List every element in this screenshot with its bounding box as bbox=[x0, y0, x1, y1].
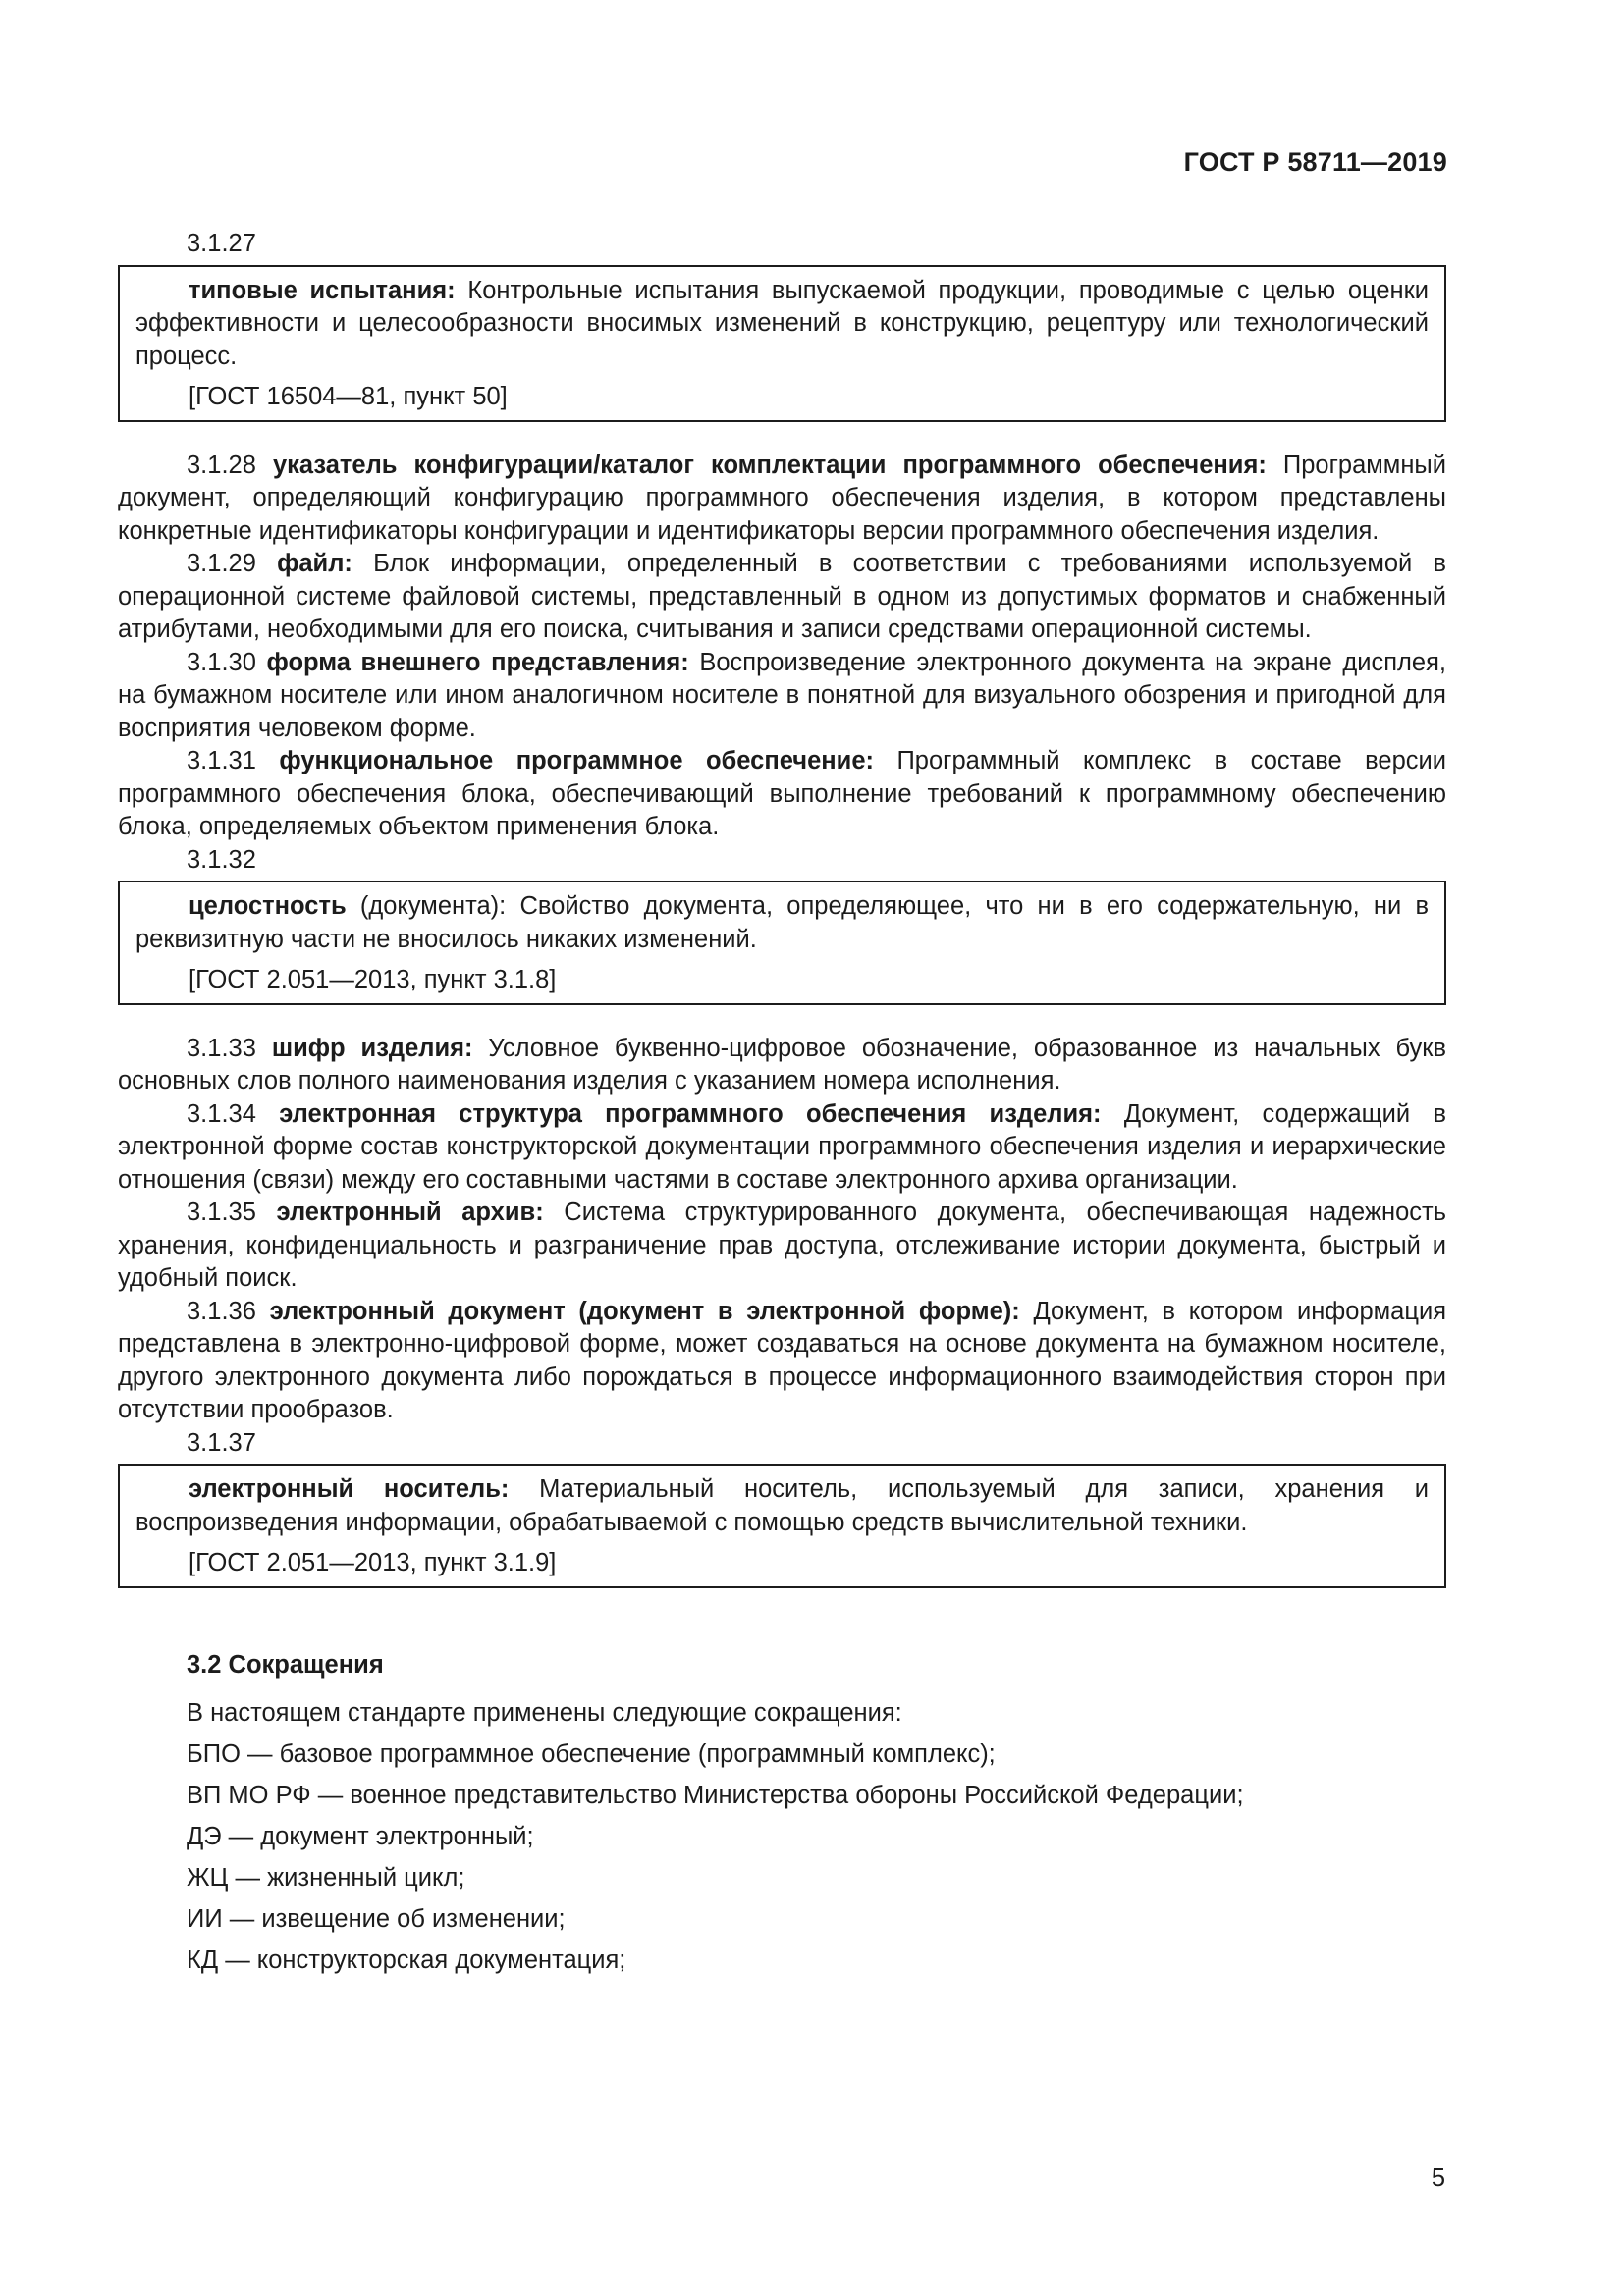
section-title-3-2: 3.2 Сокращения bbox=[187, 1650, 384, 1679]
term-number: 3.1.29 bbox=[187, 550, 278, 577]
term-3-1-36 bbox=[118, 1296, 1446, 1427]
term-number: 3.1.34 bbox=[187, 1099, 280, 1128]
term-definition-3-1-37 bbox=[135, 1473, 1429, 1539]
term-3-1-34 bbox=[118, 1098, 1446, 1198]
term-name: электронный носитель: bbox=[189, 1475, 510, 1503]
term-number: 3.1.28 bbox=[187, 451, 273, 479]
page-content bbox=[118, 228, 1446, 1986]
term-text: Документ, в котором информация представлена в электронно-цифровой форме, может создаваться на основе документа на бумажном носителе, другого электронного документа либо порождаться в процессе информационного взаимодействия сторон при отсутствии прообразов. bbox=[118, 1297, 1447, 1423]
term-name: указатель конфигурации/каталог комплектации программного обеспечения: bbox=[272, 451, 1267, 479]
term-text: Документ, содержащий в электронной форме состав конструкторской документации программного обеспечения изделия и иерархические отношения (связи) между его составными частями в составе электронного архива организации. bbox=[118, 1099, 1446, 1194]
abbreviation-item: ИИ — извещение об изменении; bbox=[187, 1905, 566, 1933]
term-text: Система структурированного документа, обеспечивающая надежность хранения, конфиденциальность и разграничение прав доступа, отслеживание истории документа, быстрый и удобный поиск. bbox=[118, 1199, 1446, 1292]
term-name: электронный документ (документ в электронной форме): bbox=[269, 1297, 1020, 1325]
standard-code: ГОСТ Р 58711—2019 bbox=[1183, 147, 1447, 177]
term-3-1-30 bbox=[118, 647, 1446, 746]
term-text: Условное буквенно-цифровое обозначение, образованное из начальных букв основных слов полного наименования изделия с указанием номера исполнения. bbox=[118, 1034, 1447, 1095]
term-3-1-29 bbox=[118, 548, 1446, 647]
term-text: Материальный носитель, используемый для записи, хранения и воспроизведения информации, обрабатываемой с помощью средств вычислительной техники. bbox=[135, 1475, 1429, 1536]
term-name: файл: bbox=[277, 550, 352, 577]
abbreviation-item: КД — конструкторская документация; bbox=[187, 1947, 626, 1974]
quoted-term-box-3-1-27 bbox=[118, 265, 1446, 422]
term-number-3-1-37: 3.1.37 bbox=[187, 1428, 256, 1457]
term-text: Программный комплекс в составе версии программного обеспечения блока, обеспечивающий выполнение требований к программному обеспечению блока, определяемых объектом применения блока. bbox=[118, 747, 1446, 840]
term-source-3-1-27: [ГОСТ 16504—81, пункт 50] bbox=[189, 383, 508, 410]
term-text: Контрольные испытания выпускаемой продукции, проводимые с целью оценки эффективности и целесообразности вносимых изменений в конструкцию, рецептуру или технологический процесс. bbox=[135, 276, 1429, 370]
term-definition-3-1-27 bbox=[135, 275, 1429, 374]
quoted-term-box-3-1-37 bbox=[118, 1464, 1446, 1588]
term-name: шифр изделия: bbox=[271, 1034, 473, 1062]
term-source-3-1-32: [ГОСТ 2.051—2013, пункт 3.1.8] bbox=[189, 966, 557, 993]
abbreviation-item: БПО — базовое программное обеспечение (программный комплекс); bbox=[187, 1740, 996, 1768]
abbreviations-intro: В настоящем стандарте применены следующие сокращения: bbox=[187, 1699, 902, 1727]
term-number: 3.1.33 bbox=[187, 1034, 272, 1062]
term-3-1-35 bbox=[118, 1197, 1446, 1296]
term-text: Программный документ, определяющий конфигурацию программного обеспечения изделия, в котором представлены конкретные идентификаторы конфигурации и идентификаторы версии программного обеспечения изделия. bbox=[118, 451, 1446, 545]
term-name: электронная структура программного обеспечения изделия: bbox=[279, 1099, 1102, 1128]
quoted-term-box-3-1-32 bbox=[118, 881, 1446, 1005]
term-name: форма внешнего представления: bbox=[266, 648, 689, 676]
term-3-1-28 bbox=[118, 450, 1446, 549]
term-name: электронный архив: bbox=[276, 1199, 544, 1226]
term-number: 3.1.35 bbox=[187, 1199, 277, 1226]
term-number: 3.1.36 bbox=[187, 1297, 270, 1325]
abbreviation-item: ЖЦ — жизненный цикл; bbox=[187, 1864, 465, 1892]
page-number: 5 bbox=[1431, 2164, 1445, 2192]
term-text: Воспроизведение электронного документа на экране дисплея, на бумажном носителе или ином аналогичном носителе в понятной для визуального обозрения и пригодной для восприятия человеком форме. bbox=[118, 648, 1447, 742]
term-source-3-1-37: [ГОСТ 2.051—2013, пункт 3.1.9] bbox=[189, 1549, 557, 1576]
term-3-1-31 bbox=[118, 745, 1446, 844]
term-text: Блок информации, определенный в соответствии с требованиями используемой в операционной системе файловой системы, представленный в одном из допустимых форматов и снабженный атрибутами, необходимыми для его поиска, считывания и записи средствами операционной системы. bbox=[118, 550, 1447, 643]
term-name: функциональное программное обеспечение: bbox=[279, 747, 875, 774]
term-number-3-1-32: 3.1.32 bbox=[187, 845, 256, 874]
term-number-3-1-27: 3.1.27 bbox=[187, 230, 256, 257]
term-text: (документа): Свойство документа, определяющее, что ни в его содержательную, ни в реквизитную части не вносилось никаких изменений. bbox=[135, 892, 1429, 953]
term-name: типовые испытания: bbox=[189, 276, 456, 304]
abbreviation-item: ДЭ — документ электронный; bbox=[187, 1823, 534, 1850]
term-number: 3.1.30 bbox=[187, 648, 267, 676]
abbreviation-item: ВП МО РФ — военное представительство Министерства обороны Российской Федерации; bbox=[187, 1782, 1244, 1809]
term-3-1-33 bbox=[118, 1033, 1446, 1098]
term-name: целостность bbox=[189, 892, 347, 920]
term-number: 3.1.31 bbox=[187, 747, 280, 774]
abbreviations-list bbox=[118, 1697, 1446, 1978]
term-definition-3-1-32 bbox=[135, 890, 1429, 956]
